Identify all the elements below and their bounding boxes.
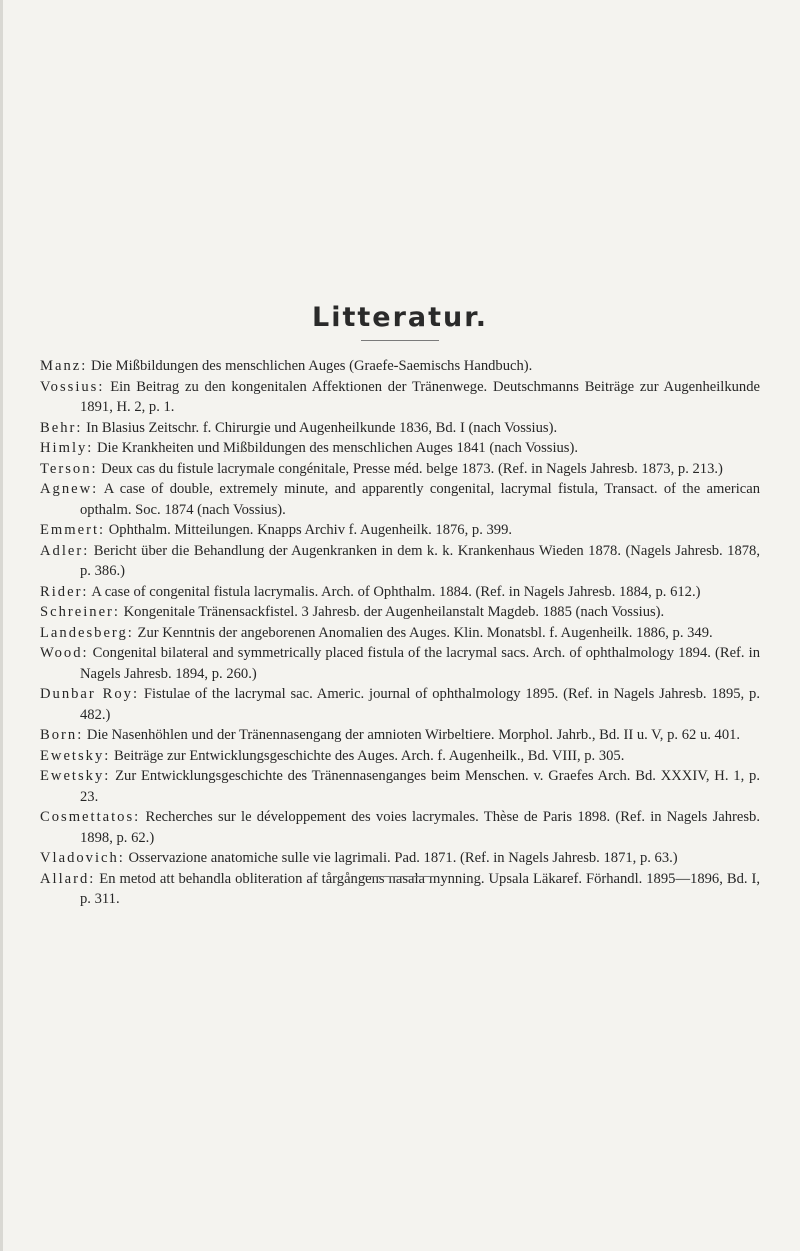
- reference-text: Die Mißbildungen des menschlichen Auges (Graefe-Saemischs Handbuch).: [87, 358, 533, 374]
- reference-entry: [40, 418, 760, 439]
- reference-entry: [40, 623, 760, 644]
- reference-author: Wood:: [40, 645, 89, 661]
- reference-entry: [40, 807, 760, 848]
- reference-entry: [40, 356, 760, 377]
- reference-author: Emmert:: [40, 522, 106, 538]
- reference-author: Himly:: [40, 440, 94, 456]
- reference-author: Agnew:: [40, 481, 99, 497]
- reference-author: Cosmettatos:: [40, 809, 141, 825]
- reference-entry: [40, 459, 760, 480]
- reference-text: Ophthalm. Mitteilungen. Knapps Archiv f. Augenheilk. 1876, p. 399.: [105, 522, 513, 538]
- reference-author: Born:: [40, 727, 84, 743]
- bottom-divider: [364, 876, 436, 877]
- reference-text: Zur Entwicklungsgeschichte des Tränennasenganges beim Menschen. v. Graefes Arch. Bd. XXXIV, H. 1, p. 23.: [80, 768, 760, 805]
- reference-author: Terson:: [40, 460, 98, 477]
- reference-author: Behr:: [40, 419, 83, 436]
- reference-text: A case of congenital fistula lacrymalis. Arch. of Ophthalm. 1884. (Ref. in Nagels Jahresb. 1884, p. 612.): [88, 583, 701, 600]
- reference-text: Die Nasenhöhlen und der Tränennasengang der amnioten Wirbeltiere. Morphol. Jahrb., Bd. II u. V, p. 62 u. 401.: [83, 727, 741, 743]
- reference-text: A case of double, extremely minute, and apparently congenital, lacrymal fistula, Transact. of the american opthalm. Soc. 1874 (nach Vossius).: [80, 481, 760, 518]
- reference-author: Landesberg:: [40, 624, 134, 641]
- reference-text: Congenital bilateral and symmetrically placed fistula of the lacrymal sacs. Arch. of ophthalmology 1894. (Ref. in Nagels Jahresb. 1894, p. 260.): [80, 645, 760, 682]
- page-edge: [0, 0, 3, 1251]
- reference-entry: [40, 520, 760, 541]
- reference-text: Fistulae of the lacrymal sac. Americ. journal of ophthalmology 1895. (Ref. in Nagels Jahresb. 1895, p. 482.): [80, 686, 760, 723]
- reference-author: Rider:: [40, 583, 89, 600]
- page-title: Litteratur.: [312, 302, 488, 334]
- reference-author: Vossius:: [40, 378, 105, 395]
- reference-entry: [40, 725, 760, 746]
- reference-list: [40, 356, 760, 910]
- reference-text: Recherches sur le développement des voies lacrymales. Thèse de Paris 1898. (Ref. in Nagels Jahresb. 1898, p. 62.): [80, 809, 760, 846]
- reference-text: Kongenitale Tränensackfistel. 3 Jahresb. der Augenheilanstalt Magdeb. 1885 (nach Vossius).: [119, 604, 665, 620]
- reference-entry: [40, 869, 760, 910]
- reference-entry: [40, 377, 760, 418]
- reference-entry: [40, 602, 760, 623]
- reference-entry: [40, 766, 760, 807]
- reference-text: En metod att behandla obliteration af tårgångens nasala mynning. Upsala Läkaref. Förhandl. 1895—1896, Bd. I, p. 311.: [80, 870, 760, 907]
- reference-entry: [40, 848, 760, 869]
- reference-entry: [40, 643, 760, 684]
- reference-entry: [40, 541, 760, 582]
- top-divider: [361, 340, 439, 341]
- reference-text: Bericht über die Behandlung der Augenkranken in dem k. k. Krankenhaus Wieden 1878. (Nagels Jahresb. 1878, p. 386.): [80, 542, 760, 579]
- reference-author: Dunbar Roy:: [40, 686, 139, 702]
- reference-entry: [40, 438, 760, 459]
- reference-author: Manz:: [40, 358, 88, 374]
- reference-text: Deux cas du fistule lacrymale congénitale, Presse méd. belge 1873. (Ref. in Nagels Jahresb. 1873, p. 213.): [97, 460, 723, 477]
- reference-author: Ewetsky:: [40, 747, 111, 764]
- reference-text: Die Krankheiten und Mißbildungen des menschlichen Auges 1841 (nach Vossius).: [93, 440, 578, 456]
- reference-entry: [40, 746, 760, 767]
- reference-author: Ewetsky:: [40, 768, 111, 784]
- reference-author: Vladovich:: [40, 850, 125, 866]
- reference-text: Zur Kenntnis der angeborenen Anomalien des Auges. Klin. Monatsbl. f. Augenheilk. 1886, p. 349.: [133, 624, 713, 641]
- reference-entry: [40, 479, 760, 520]
- reference-author: Adler:: [40, 542, 90, 559]
- reference-text: Ein Beitrag zu den kongenitalen Affektionen der Tränenwege. Deutschmanns Beiträge zur Augenheilkunde 1891, H. 2, p. 1.: [80, 378, 760, 415]
- reference-author: Schreiner:: [40, 604, 120, 620]
- reference-entry: [40, 582, 760, 603]
- reference-text: Osservazione anatomiche sulle vie lagrimali. Pad. 1871. (Ref. in Nagels Jahresb. 1871, p. 63.): [124, 850, 678, 866]
- reference-text: Beiträge zur Entwicklungsgeschichte des Auges. Arch. f. Augenheilk., Bd. VIII, p. 305.: [110, 747, 625, 764]
- reference-author: Allard:: [40, 870, 96, 887]
- reference-text: In Blasius Zeitschr. f. Chirurgie und Augenheilkunde 1836, Bd. I (nach Vossius).: [82, 419, 558, 436]
- reference-entry: [40, 684, 760, 725]
